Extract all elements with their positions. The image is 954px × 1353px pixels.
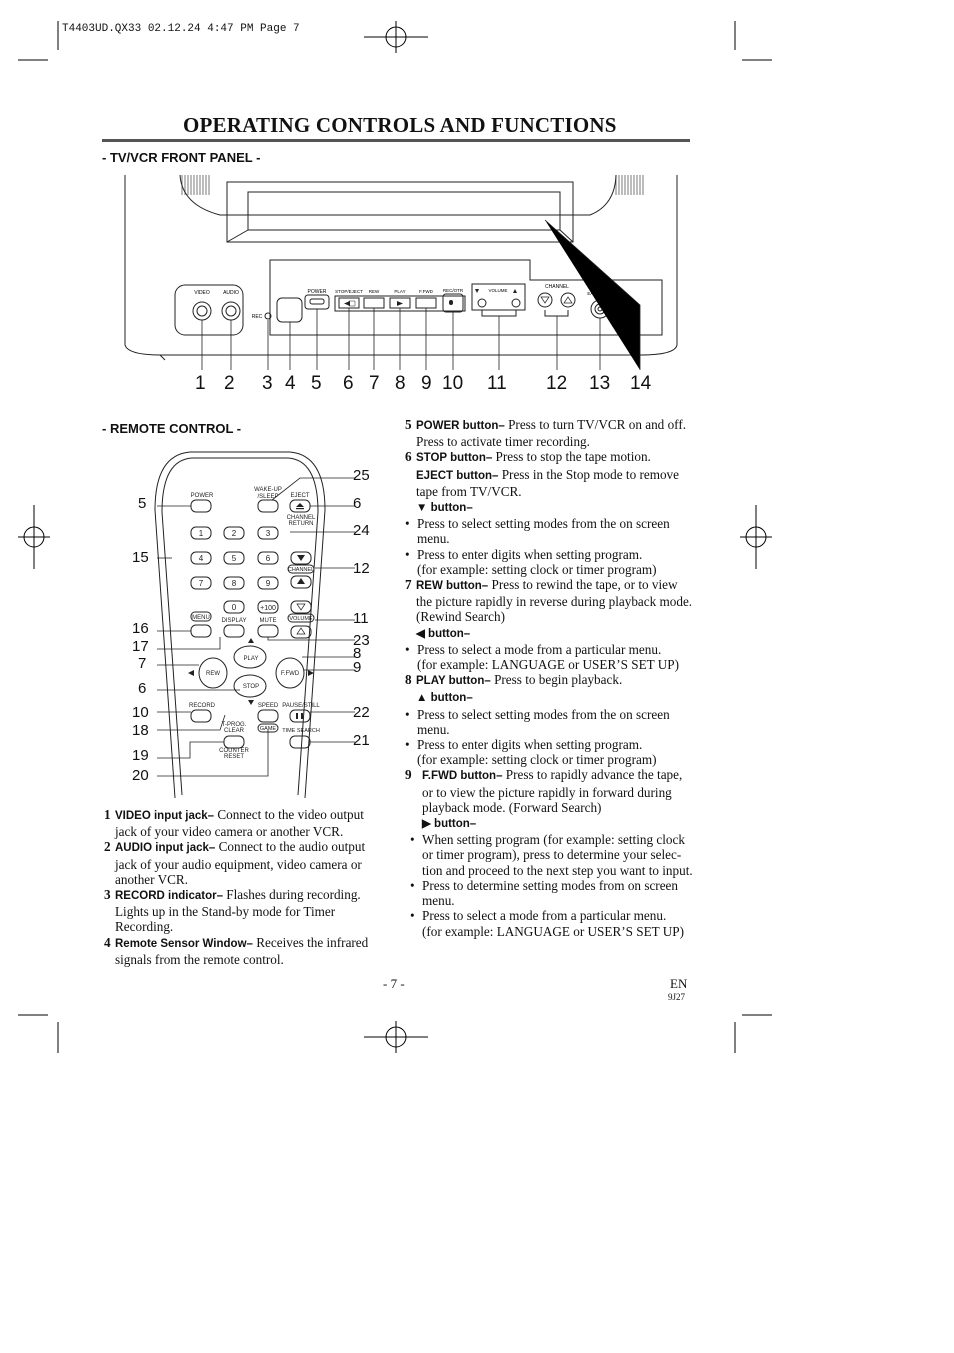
remote-callout-23: 23 xyxy=(353,632,370,649)
desc-down-bullet-2: • Press to enter digits when setting program. xyxy=(405,547,695,562)
remote-label-display: DISPLAY xyxy=(221,618,247,624)
remote-diagram xyxy=(150,450,370,805)
desc-up-bullet-1: • Press to select setting modes from the on screen menu. xyxy=(405,707,695,737)
desc-left-bullet-1b: (for example: LANGUAGE or USER’S SET UP) xyxy=(417,657,680,673)
panel-label-power: POWER xyxy=(307,289,327,295)
remote-key-4: 4 xyxy=(198,554,204,563)
remote-label-channel-box: CHANNEL xyxy=(287,567,315,573)
language-code: EN xyxy=(670,976,688,991)
remote-callout-16: 16 xyxy=(132,620,149,637)
desc-right-bullet-2: • Press to determine setting modes from on screen menu. xyxy=(410,878,695,908)
remote-callout-21: 21 xyxy=(353,732,370,749)
document-code: 9J27 xyxy=(668,992,686,1002)
remote-label-menu: MENU xyxy=(192,615,210,621)
remote-label-play: PLAY xyxy=(243,656,259,662)
desc-down-title: ▼ button– xyxy=(416,502,473,515)
desc-right-bullet-1: • When setting program (for example: setting clock or timer program), press to determine your selec-tion and proceed to the next step you want to input. xyxy=(410,832,695,878)
remote-label-mute: MUTE xyxy=(259,618,277,624)
remote-label-clear: CLEAR xyxy=(223,728,245,734)
remote-label-volume-box: VOLUME xyxy=(289,616,313,622)
desc-right-bullet-3: • Press to select a mode from a particular menu. xyxy=(410,908,695,923)
panel-label-earphone: EARPHONE xyxy=(587,291,613,296)
desc-left-bullet-1: • Press to select a mode from a particular menu. xyxy=(405,642,695,657)
front-panel-diagram xyxy=(120,170,680,400)
panel-callout-10: 10 xyxy=(442,373,464,394)
remote-key-0: 0 xyxy=(231,603,237,612)
remote-callout-12: 12 xyxy=(353,560,370,577)
desc-item-6: 6 STOP button– Press to stop the tape motion. xyxy=(405,449,651,465)
panel-callout-4: 4 xyxy=(285,373,296,394)
remote-key-8: 8 xyxy=(231,579,237,588)
remote-callout-15: 15 xyxy=(132,549,149,566)
remote-callout-25: 25 xyxy=(353,467,370,484)
front-panel-heading: - TV/VCR FRONT PANEL - xyxy=(102,150,261,165)
remote-callout-18: 18 xyxy=(132,722,149,739)
desc-item-6-eject: EJECT button– Press in the Stop mode to remove tape from TV/VCR. xyxy=(416,466,679,499)
remote-callout-6b: 6 xyxy=(138,680,147,697)
desc-down-bullet-2b: (for example: setting clock or timer program) xyxy=(417,561,657,577)
remote-callout-6: 6 xyxy=(353,495,362,512)
panel-label-rec-otr: REC/OTR xyxy=(442,288,464,293)
remote-key-5: 5 xyxy=(231,554,237,563)
remote-label-game: GAME xyxy=(259,726,277,732)
panel-callout-3: 3 xyxy=(262,373,273,394)
desc-item-5: 5 POWER button– Press to turn TV/VCR on and off. Press to activate timer recording. xyxy=(405,417,687,450)
panel-label-volume: VOLUME xyxy=(488,288,508,293)
remote-callout-7: 7 xyxy=(138,655,147,672)
panel-label-stop-eject: STOP/EJECT xyxy=(335,289,363,294)
file-slug: T4403UD.QX33 02.12.24 4:47 PM Page 7 xyxy=(62,23,300,35)
panel-callout-6: 6 xyxy=(343,373,354,394)
desc-item-3: 3 RECORD indicator– Flashes during recording. Lights up in the Stand-by mode for Timer Recording. xyxy=(104,887,361,935)
remote-callout-11: 11 xyxy=(353,610,369,627)
remote-label-eject: EJECT xyxy=(290,493,310,499)
remote-key-3: 3 xyxy=(265,529,271,538)
page-number: - 7 - xyxy=(383,976,405,991)
remote-callout-9: 9 xyxy=(353,659,362,676)
panel-callout-11: 11 xyxy=(487,373,507,394)
panel-callout-14: 14 xyxy=(630,373,652,394)
panel-label-rec: REC xyxy=(251,314,263,320)
desc-item-7: 7 REW button– Press to rewind the tape, or to view the picture rapidly in reverse during playback mode. (Rewind Search) xyxy=(405,577,693,625)
remote-label-tprog: T-PROG. xyxy=(221,722,247,728)
panel-callout-7: 7 xyxy=(369,373,380,394)
panel-label-play: PLAY xyxy=(394,289,406,294)
panel-label-channel: CHANNEL xyxy=(545,284,569,290)
desc-item-1: 1 VIDEO input jack– Connect to the video output jack of your video camera or another VCR. xyxy=(104,807,364,840)
right-descriptions xyxy=(405,417,695,939)
title-rule xyxy=(102,139,690,142)
remote-callout-22: 22 xyxy=(353,704,370,721)
remote-heading: - REMOTE CONTROL - xyxy=(102,421,242,436)
desc-item-4: 4 Remote Sensor Window– Receives the infrared signals from the remote control. xyxy=(104,934,369,967)
desc-down-bullet-1: • Press to select setting modes from the on screen menu. xyxy=(405,516,695,546)
desc-right-title: ▶ button– xyxy=(422,818,477,831)
desc-right-bullet-3b: (for example: LANGUAGE or USER’S SET UP) xyxy=(422,923,685,939)
desc-item-9: 9 F.FWD button– Press to rapidly advance the tape, or to view the picture rapidly in forward during playback mode. (Forward Search) xyxy=(405,767,683,815)
remote-key-6: 6 xyxy=(265,554,271,563)
panel-callout-8: 8 xyxy=(395,373,406,394)
remote-label-speed: SPEED xyxy=(257,703,279,709)
desc-up-bullet-2b: (for example: setting clock or timer program) xyxy=(417,752,657,768)
desc-up-bullet-2: • Press to enter digits when setting program. xyxy=(405,737,695,752)
remote-label-sleep: /SLEEP xyxy=(257,494,279,500)
remote-label-time-search: TIME SEARCH xyxy=(282,728,320,734)
panel-callout-2: 2 xyxy=(224,373,235,394)
remote-label-wakeup: WAKE-UP xyxy=(254,487,282,493)
desc-item-2: 2 AUDIO input jack– Connect to the audio output jack of your audio equipment, video camera or another VCR. xyxy=(104,839,366,887)
panel-callout-1: 1 xyxy=(195,373,206,394)
remote-key-1: 1 xyxy=(198,529,204,538)
remote-label-pause-still: PAUSE/STILL xyxy=(282,703,320,709)
panel-callout-9: 9 xyxy=(421,373,432,394)
remote-callout-24: 24 xyxy=(353,522,370,539)
desc-up-title: ▲ button– xyxy=(416,692,473,705)
remote-callout-10: 10 xyxy=(132,704,149,721)
remote-label-stop: STOP xyxy=(242,684,260,690)
remote-callout-8: 8 xyxy=(353,645,362,662)
remote-label-channel: CHANNEL xyxy=(286,515,316,521)
remote-callout-20: 20 xyxy=(132,767,149,784)
remote-label-reset: RESET xyxy=(223,754,245,760)
remote-label-counter: COUNTER xyxy=(219,748,249,754)
remote-callout-5: 5 xyxy=(138,495,147,512)
remote-label-ffwd: F.FWD xyxy=(280,671,300,677)
panel-callout-13: 13 xyxy=(589,373,611,394)
panel-callout-12: 12 xyxy=(546,373,568,394)
remote-label-rew: REW xyxy=(206,671,220,677)
panel-label-video: VIDEO xyxy=(194,290,210,296)
remote-callout-17: 17 xyxy=(132,638,149,655)
panel-label-ffwd: F.FWD xyxy=(419,289,433,294)
remote-label-power: POWER xyxy=(190,493,214,499)
remote-key-2: 2 xyxy=(231,529,237,538)
remote-key-plus100: +100 xyxy=(260,605,276,612)
remote-callout-19: 19 xyxy=(132,747,149,764)
desc-left-title: ◀ button– xyxy=(416,627,471,640)
panel-label-rew: REW xyxy=(368,289,380,294)
remote-key-9: 9 xyxy=(265,579,271,588)
remote-key-7: 7 xyxy=(198,579,204,588)
remote-label-return: RETURN xyxy=(288,521,314,527)
remote-label-record: RECORD xyxy=(188,703,216,709)
panel-label-audio: AUDIO xyxy=(223,290,239,296)
panel-callout-5: 5 xyxy=(311,373,322,394)
desc-item-8: 8 PLAY button– Press to begin playback. xyxy=(405,672,623,688)
left-descriptions xyxy=(104,807,376,967)
page-title: OPERATING CONTROLS AND FUNCTIONS xyxy=(183,113,617,137)
